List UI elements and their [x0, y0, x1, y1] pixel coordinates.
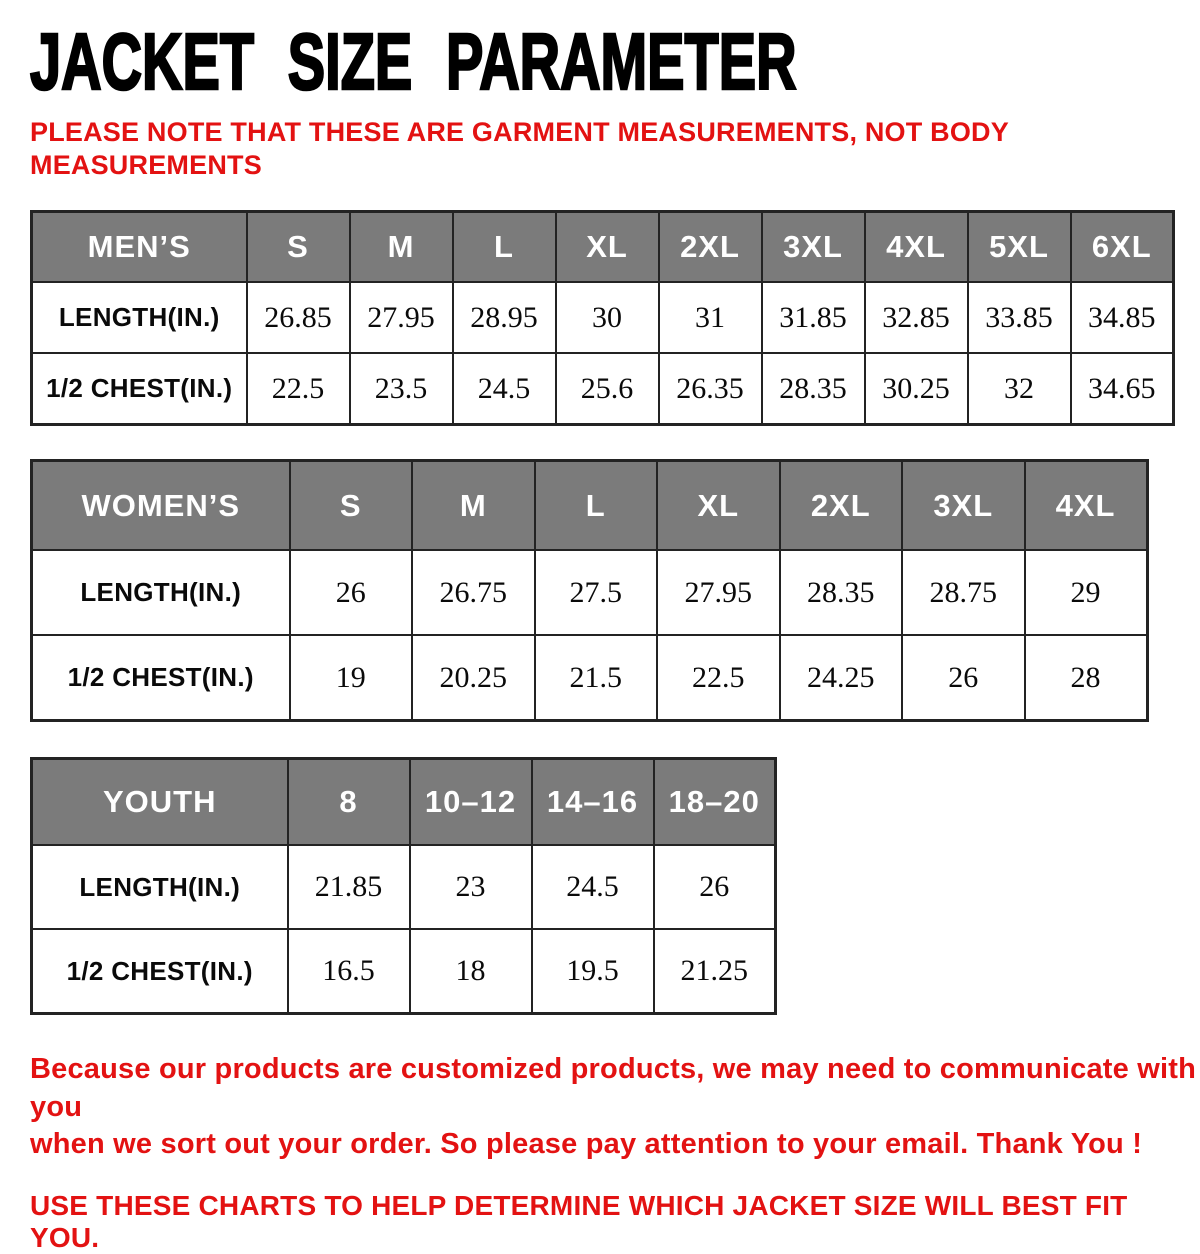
measurement-value-cell: 30.25: [865, 353, 968, 424]
measurement-row-label: 1/2 CHEST(IN.): [32, 929, 288, 1013]
mens-size-column-header: 2XL: [659, 211, 762, 282]
measurement-value-cell: 34.85: [1071, 282, 1174, 353]
page-title-text: JACKET SIZE PARAMETER: [30, 17, 797, 106]
measurement-row-label: LENGTH(IN.): [32, 845, 288, 929]
youth-size-column-header: 8: [288, 758, 410, 845]
measurement-value-cell: 28: [1025, 635, 1148, 720]
measurement-value-cell: 25.6: [556, 353, 659, 424]
mens-measurement-row: [32, 353, 1174, 424]
womens-measurement-row: [32, 635, 1148, 720]
measurement-value-cell: 20.25: [412, 635, 535, 720]
measurement-value-cell: 31: [659, 282, 762, 353]
customization-notice: [30, 1051, 1200, 1164]
measurement-value-cell: 26: [654, 845, 776, 929]
measurement-value-cell: 27.95: [657, 550, 780, 635]
mens-measurement-row: [32, 282, 1174, 353]
measurement-value-cell: 26: [902, 635, 1025, 720]
mens-size-column-header: L: [453, 211, 556, 282]
measurement-value-cell: 31.85: [762, 282, 865, 353]
mens-table-title: MEN’S: [32, 211, 247, 282]
garment-measurement-note: [30, 116, 1200, 182]
womens-size-column-header: XL: [657, 460, 780, 550]
measurement-value-cell: 28.35: [762, 353, 865, 424]
womens-header-row: [32, 460, 1148, 550]
mens-size-column-header: XL: [556, 211, 659, 282]
mens-size-column-header: S: [247, 211, 350, 282]
measurement-value-cell: 29: [1025, 550, 1148, 635]
measurement-value-cell: 23: [410, 845, 532, 929]
youth-measurement-row: [32, 845, 776, 929]
mens-size-column-header: 3XL: [762, 211, 865, 282]
measurement-value-cell: 21.85: [288, 845, 410, 929]
measurement-value-cell: 21.5: [535, 635, 658, 720]
note-line-2: MEASUREMENTS: [30, 149, 262, 180]
measurement-value-cell: 28.75: [902, 550, 1025, 635]
measurement-value-cell: 33.85: [968, 282, 1071, 353]
womens-size-column-header: 3XL: [902, 460, 1025, 550]
youth-measurement-row: [32, 929, 776, 1013]
measurement-row-label: 1/2 CHEST(IN.): [32, 635, 290, 720]
womens-size-column-header: L: [535, 460, 658, 550]
measurement-value-cell: 24.5: [453, 353, 556, 424]
measurement-value-cell: 24.5: [532, 845, 654, 929]
youth-size-column-header: 10–12: [410, 758, 532, 845]
womens-size-column-header: 2XL: [780, 460, 903, 550]
measurement-value-cell: 26: [290, 550, 413, 635]
note-line-1: PLEASE NOTE THAT THESE ARE GARMENT MEASUREMENTS, NOT BODY: [30, 117, 1009, 147]
youth-size-column-header: 18–20: [654, 758, 776, 845]
measurement-row-label: LENGTH(IN.): [32, 282, 247, 353]
measurement-value-cell: 19: [290, 635, 413, 720]
youth-size-column-header: 14–16: [532, 758, 654, 845]
measurement-value-cell: 28.95: [453, 282, 556, 353]
mens-size-column-header: 4XL: [865, 211, 968, 282]
measurement-value-cell: 21.25: [654, 929, 776, 1013]
measurement-value-cell: 34.65: [1071, 353, 1174, 424]
measurement-value-cell: 23.5: [350, 353, 453, 424]
womens-size-column-header: 4XL: [1025, 460, 1148, 550]
measurement-value-cell: 22.5: [247, 353, 350, 424]
youth-size-table: [30, 757, 777, 1015]
measurement-value-cell: 18: [410, 929, 532, 1013]
measurement-value-cell: 32.85: [865, 282, 968, 353]
mens-size-column-header: 6XL: [1071, 211, 1174, 282]
womens-size-column-header: M: [412, 460, 535, 550]
measurement-value-cell: 32: [968, 353, 1071, 424]
mens-size-column-header: 5XL: [968, 211, 1071, 282]
measurement-value-cell: 30: [556, 282, 659, 353]
fit-advice-line: USE THESE CHARTS TO HELP DETERMINE WHICH JACKET SIZE WILL BEST FIT YOU.: [30, 1189, 1128, 1253]
measurement-value-cell: 22.5: [657, 635, 780, 720]
measurement-value-cell: 26.85: [247, 282, 350, 353]
jacket-size-chart-page: [30, 17, 1200, 1254]
mens-size-column-header: M: [350, 211, 453, 282]
measurement-value-cell: 27.5: [535, 550, 658, 635]
womens-measurement-row: [32, 550, 1148, 635]
page-title: [30, 17, 1200, 106]
measurement-row-label: LENGTH(IN.): [32, 550, 290, 635]
measurement-value-cell: 28.35: [780, 550, 903, 635]
measurement-value-cell: 26.35: [659, 353, 762, 424]
customization-notice-line-2: when we sort out your order. So please pay attention to your email. Thank You !: [30, 1128, 1143, 1161]
womens-size-column-header: S: [290, 460, 413, 550]
measurement-value-cell: 26.75: [412, 550, 535, 635]
mens-size-table: [30, 210, 1175, 426]
womens-size-table: [30, 459, 1149, 722]
measurement-value-cell: 19.5: [532, 929, 654, 1013]
measurement-value-cell: 16.5: [288, 929, 410, 1013]
youth-header-row: [32, 758, 776, 845]
womens-table-title: WOMEN’S: [32, 460, 290, 550]
measurement-value-cell: 27.95: [350, 282, 453, 353]
customization-notice-line-1: Because our products are customized products, we may need to communicate with you: [30, 1052, 1196, 1123]
measurement-value-cell: 24.25: [780, 635, 903, 720]
youth-table-title: YOUTH: [32, 758, 288, 845]
measurement-row-label: 1/2 CHEST(IN.): [32, 353, 247, 424]
mens-header-row: [32, 211, 1174, 282]
